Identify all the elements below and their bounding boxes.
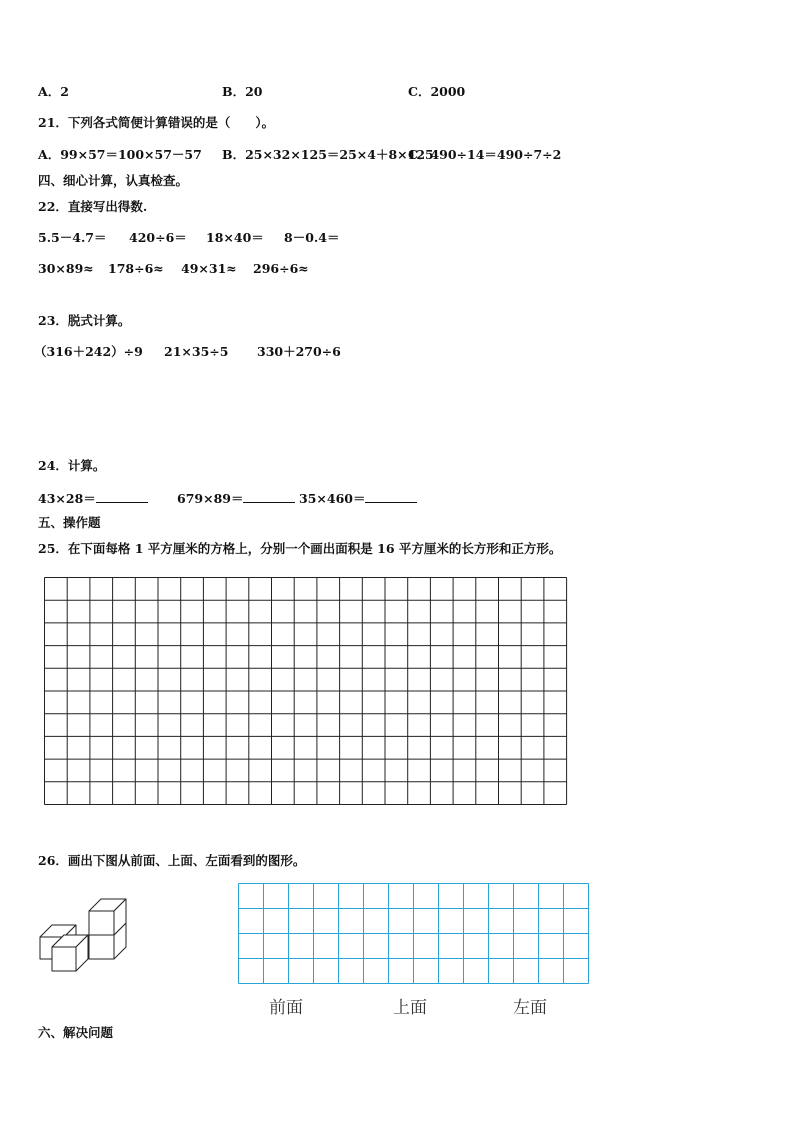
q22-item: 296÷6≈ [253, 261, 309, 276]
q24-expression: 35×460＝ [299, 491, 366, 506]
q20-option-b: B．20 [222, 84, 263, 99]
q23-item: （316＋242）÷9 [34, 344, 143, 359]
q25-stem: 25．在下面每格 1 平方厘米的方格上，分别一个画出面积是 16 平方厘米的长方形和正方形。 [38, 541, 562, 556]
q26-blue-grid[interactable] [239, 884, 589, 984]
q22-item: 30×89≈ [38, 261, 94, 276]
q22-stem: 22．直接写出得数. [38, 199, 148, 214]
q23-item: 330＋270÷6 [257, 344, 341, 359]
q22-item: 178÷6≈ [108, 261, 164, 276]
q22-item: 420÷6＝ [129, 230, 187, 245]
q22-item: 18×40＝ [206, 230, 264, 245]
q21-stem: 21．下列各式简便计算错误的是（ ）。 [38, 115, 275, 130]
q23-item: 21×35÷5 [164, 344, 229, 359]
cube-stack-figure [40, 899, 126, 971]
q23-stem: 23．脱式计算。 [38, 313, 131, 328]
q25-square-grid[interactable] [45, 578, 567, 805]
q22-item: 49×31≈ [181, 261, 237, 276]
q26-stem: 26．画出下图从前面、上面、左面看到的图形。 [38, 853, 306, 868]
q24-expression: 679×89＝ [177, 491, 244, 506]
q20-option-a: A．2 [38, 84, 69, 99]
q24-stem: 24．计算。 [38, 458, 106, 473]
view-label-top: 上面 [393, 998, 427, 1018]
section5-title: 五、操作题 [38, 515, 101, 530]
q22-item: 5.5－4.7＝ [38, 230, 107, 245]
q24-expression: 43×28＝ [38, 491, 96, 506]
q21-option-c: C．490÷14＝490÷7÷2 [408, 147, 562, 162]
section4-title: 四、细心计算，认真检查。 [38, 173, 189, 188]
q21-option-a: A．99×57＝100×57－57 [38, 147, 202, 162]
section6-title: 六、解决问题 [38, 1025, 114, 1040]
q21-option-b: B．25×32×125＝25×4＋8×125 [222, 147, 434, 162]
q20-option-c: C．2000 [408, 84, 466, 99]
q22-item: 8－0.4＝ [284, 230, 340, 245]
view-label-left: 左面 [513, 998, 547, 1018]
view-label-front: 前面 [269, 998, 303, 1018]
